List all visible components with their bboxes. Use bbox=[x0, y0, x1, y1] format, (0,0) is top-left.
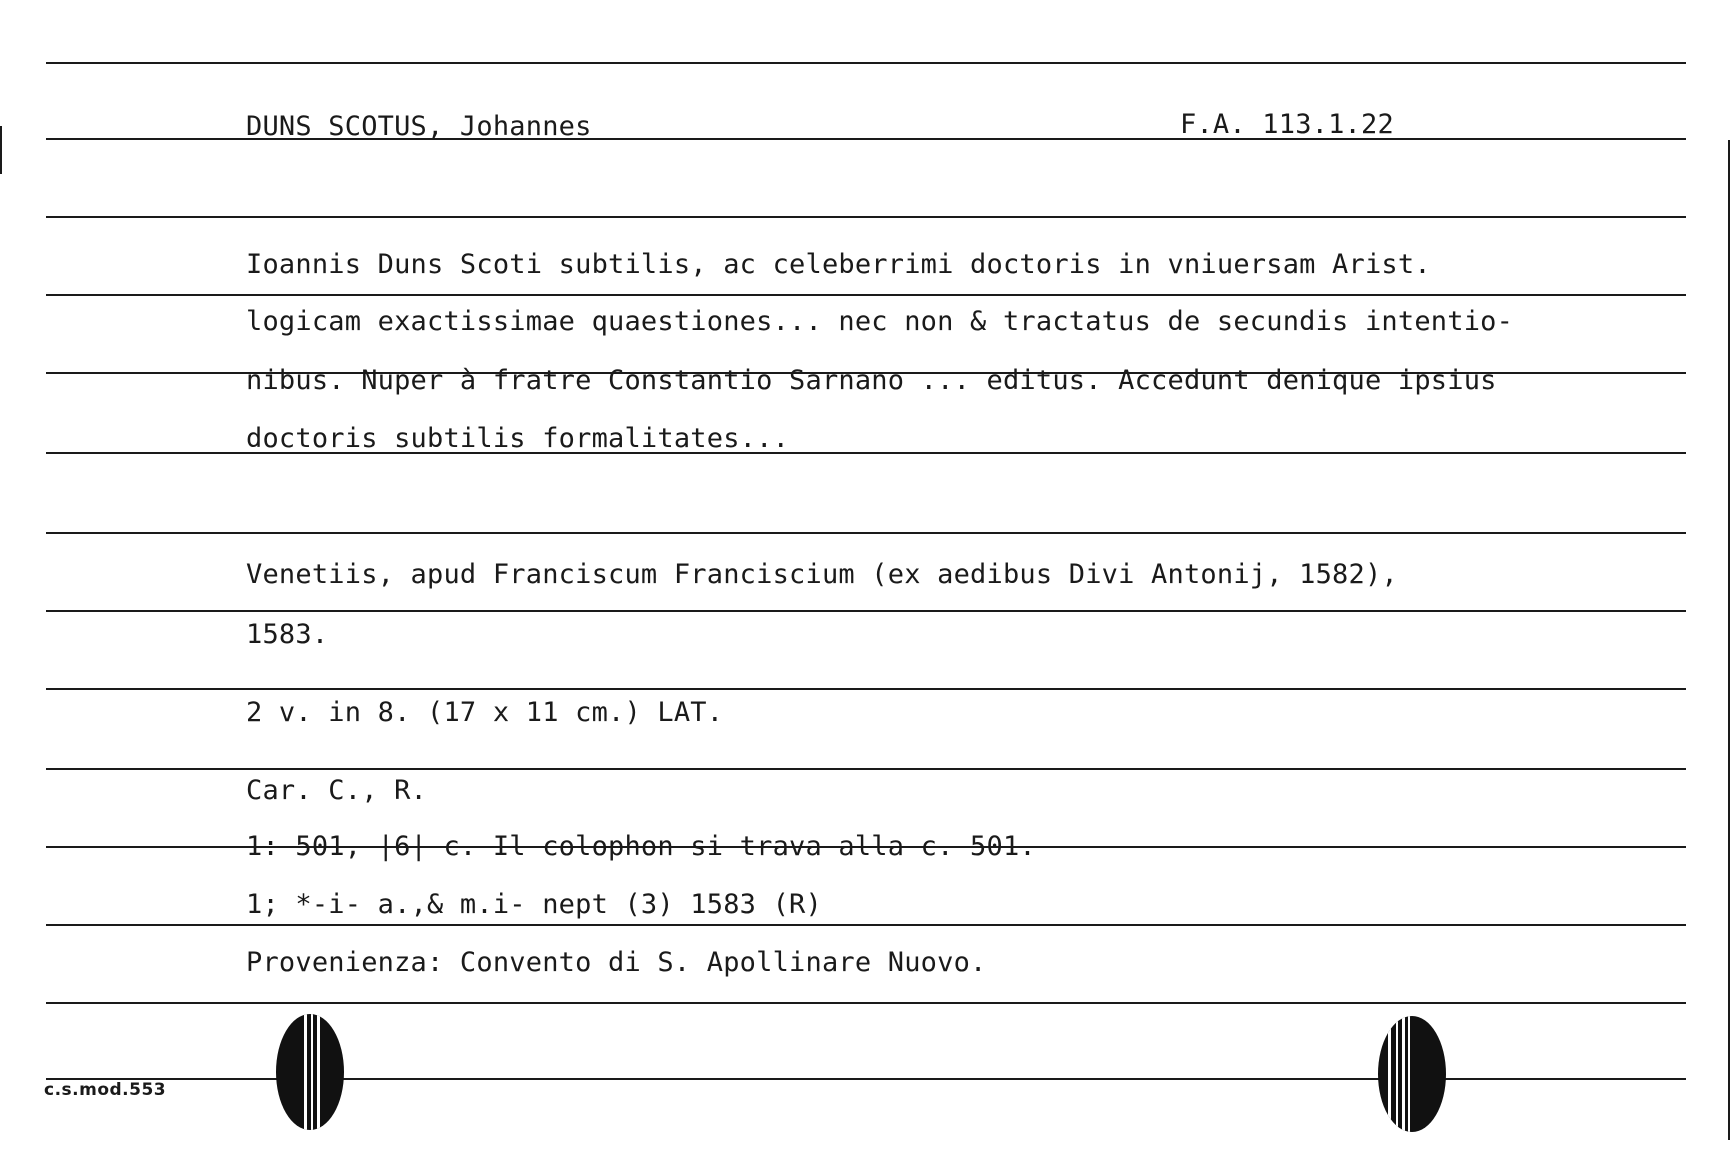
rule-line bbox=[46, 610, 1686, 612]
title-line: logicam exactissimae quaestiones... nec non & tractatus de secundis intentio- bbox=[246, 306, 1514, 337]
rule-line bbox=[46, 768, 1686, 770]
imprint-line: Venetiis, apud Franciscum Franciscium (ex aedibus Divi Antonij, 1582), bbox=[246, 559, 1398, 590]
shelfmark: F.A. 113.1.22 bbox=[1180, 109, 1394, 140]
scan-edge-mark bbox=[0, 126, 2, 174]
note-line: Car. C., R. bbox=[246, 775, 428, 806]
rule-line bbox=[46, 216, 1686, 218]
note-line: 1: 501, |6| c. Il colophon si trava alla c. 501. bbox=[246, 831, 1036, 862]
rule-line bbox=[46, 532, 1686, 534]
note-line: 1; *-i- a.,& m.i- nept (3) 1583 (R) bbox=[246, 889, 822, 920]
title-line: Ioannis Duns Scoti subtilis, ac celeberrimi doctoris in vniuersam Arist. bbox=[246, 249, 1431, 280]
physical-description: 2 v. in 8. (17 x 11 cm.) LAT. bbox=[246, 697, 724, 728]
provenance: Provenienza: Convento di S. Apollinare Nuovo. bbox=[246, 947, 987, 978]
author-heading: DUNS SCOTUS, Johannes bbox=[246, 111, 592, 142]
rule-line bbox=[46, 62, 1686, 64]
form-code: c.s.mod.553 bbox=[44, 1080, 167, 1100]
title-line: nibus. Nuper à fratre Constantio Sarnano ... editus. Accedunt denique ipsius bbox=[246, 365, 1497, 396]
rule-line bbox=[46, 294, 1686, 296]
punch-hole-left bbox=[276, 1014, 344, 1130]
rule-line bbox=[46, 1002, 1686, 1004]
scan-edge-mark bbox=[1728, 140, 1730, 1140]
title-line: doctoris subtilis formalitates... bbox=[246, 423, 790, 454]
rule-line bbox=[46, 688, 1686, 690]
imprint-line: 1583. bbox=[246, 619, 329, 650]
punch-hole-right bbox=[1378, 1016, 1446, 1132]
rule-line bbox=[46, 924, 1686, 926]
